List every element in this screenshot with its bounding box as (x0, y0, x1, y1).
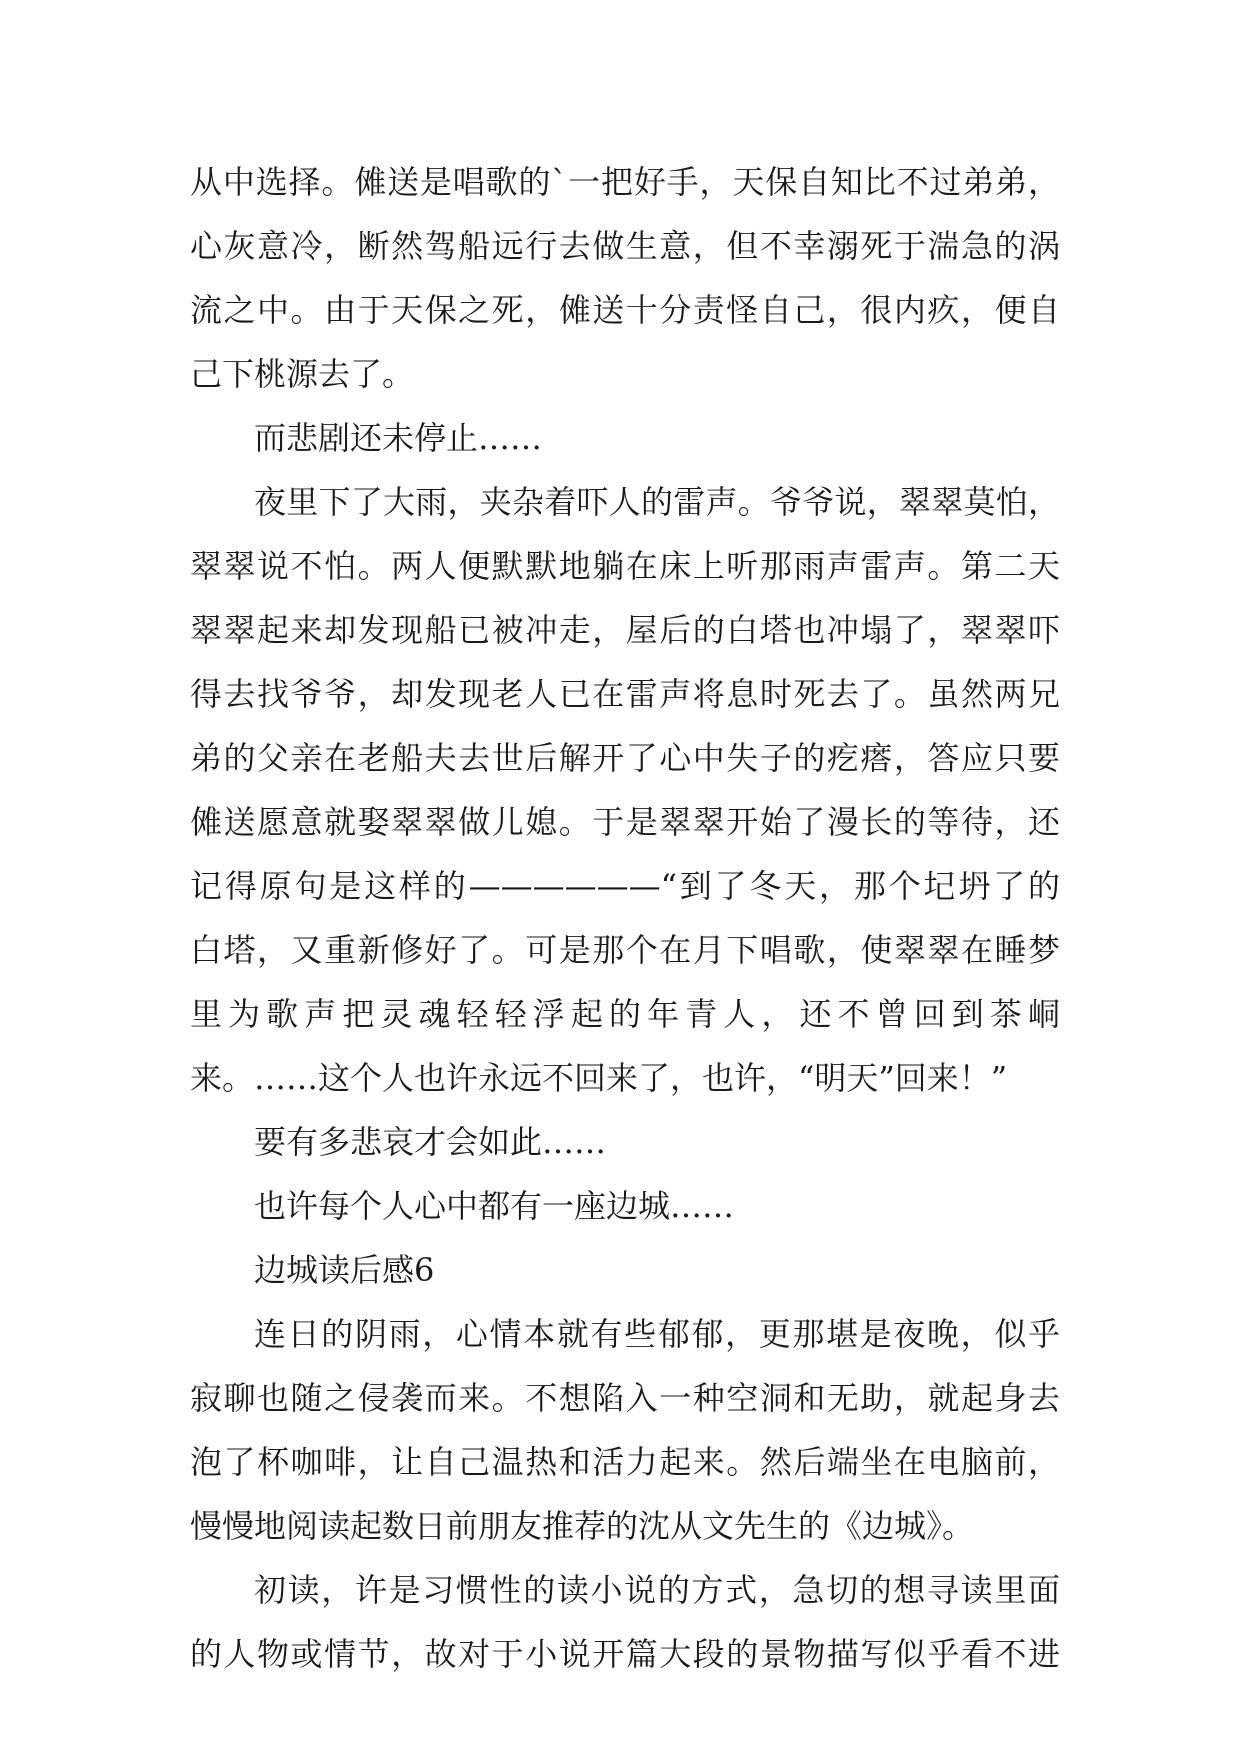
text-line: 己下桃源去了。 (190, 355, 415, 393)
text-line: 傩送愿意就娶翠翠做儿媳。于是翠翠开始了漫长的等待，还 (190, 803, 1060, 841)
text-line: 流之中。由于天保之死，傩送十分责怪自己，很内疚，便自 (190, 291, 1060, 329)
text-line: 翠翠说不怕。两人便默默地躺在床上听那雨声雷声。第二天 (190, 547, 1060, 585)
text-line: 寂聊也随之侵袭而来。不想陷入一种空洞和无助，就起身去 (190, 1379, 1060, 1417)
text-line: 弟的父亲在老船夫去世后解开了心中失子的疙瘩，答应只要 (190, 739, 1060, 777)
text-line: 的人物或情节，故对于小说开篇大段的景物描写似乎看不进 (190, 1635, 1060, 1673)
text-line: 也许每个人心中都有一座边城…… (254, 1187, 735, 1225)
text-line: 记得原句是这样的——————“到了冬天，那个圮坍了的 (190, 867, 1060, 905)
text-line: 泡了杯咖啡，让自己温热和活力起来。然后端坐在电脑前， (190, 1443, 1060, 1481)
text-line: 初读，许是习惯性的读小说的方式，急切的想寻读里面 (254, 1571, 1060, 1609)
text-line: 心灰意冷，断然驾船远行去做生意，但不幸溺死于湍急的涡 (190, 227, 1060, 265)
text-line: 来。……这个人也许永远不回来了，也许，“明天”回来！” (190, 1059, 1008, 1097)
text-line: 里为歌声把灵魂轻轻浮起的年青人，还不曾回到茶峒 (190, 995, 1060, 1033)
text-line: 夜里下了大雨，夹杂着吓人的雷声。爷爷说，翠翠莫怕， (254, 483, 1060, 521)
document-body (190, 150, 1060, 1686)
text-line: 白塔，又重新修好了。可是那个在月下唱歌，使翠翠在睡梦 (190, 931, 1060, 969)
text-line: 从中选择。傩送是唱歌的`一把好手，天保自知比不过弟弟， (190, 163, 1060, 201)
section-heading: 边城读后感6 (254, 1251, 435, 1289)
text-line: 连日的阴雨，心情本就有些郁郁，更那堪是夜晚，似乎 (254, 1315, 1060, 1353)
text-line: 得去找爷爷，却发现老人已在雷声将息时死去了。虽然两兄 (190, 675, 1060, 713)
text-line: 要有多悲哀才会如此…… (254, 1123, 607, 1161)
text-line: 而悲剧还未停止…… (254, 419, 543, 457)
text-line: 慢慢地阅读起数日前朋友推荐的沈从文先生的《边城》。 (190, 1507, 975, 1545)
text-line: 翠翠起来却发现船已被冲走，屋后的白塔也冲塌了，翠翠吓 (190, 611, 1060, 649)
